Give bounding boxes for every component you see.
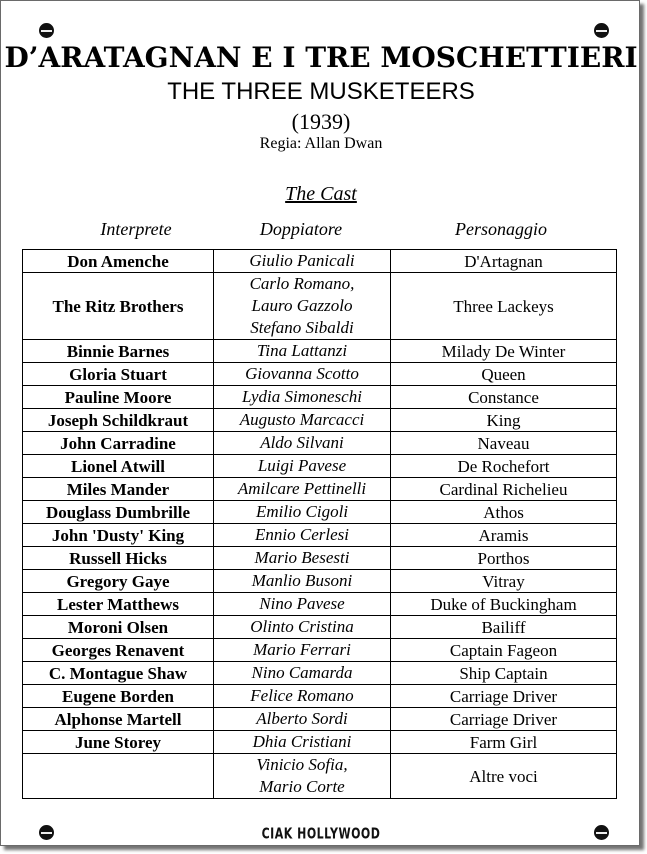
character-cell: Naveau <box>391 432 617 455</box>
character-cell: Altre voci <box>391 754 617 799</box>
table-row <box>23 409 617 432</box>
character-cell: Athos <box>391 501 617 524</box>
table-row <box>23 685 617 708</box>
table-row <box>23 616 617 639</box>
dubber-name: Amilcare Pettinelli <box>237 479 367 498</box>
actor-cell: John Carradine <box>23 432 214 455</box>
dubber-cell <box>214 501 391 524</box>
dubber-cell <box>214 524 391 547</box>
table-row <box>23 570 617 593</box>
table-row <box>23 547 617 570</box>
dubber-cell <box>214 250 391 273</box>
table-row <box>23 501 617 524</box>
page-subtitle: THE THREE MUSKETEERS <box>167 78 475 105</box>
actor-cell: Miles Mander <box>23 478 214 501</box>
dubber-name: Aldo Silvani <box>260 433 344 452</box>
table-row <box>23 455 617 478</box>
dubber-cell <box>214 662 391 685</box>
dubber-name: Felice Romano <box>250 686 354 705</box>
character-cell: Captain Fageon <box>391 639 617 662</box>
actor-cell: Douglass Dumbrille <box>23 501 214 524</box>
dubber-cell <box>214 754 391 799</box>
dubber-name: Vinicio Sofia, <box>256 755 348 774</box>
ciak-hollywood-logo: CIAK HOLLYWOOD <box>261 824 381 843</box>
table-row <box>23 478 617 501</box>
dubber-name: Lauro Gazzolo <box>251 296 353 315</box>
actor-cell: Gregory Gaye <box>23 570 214 593</box>
dubber-name: Mario Corte <box>259 777 345 796</box>
dubber-cell <box>214 616 391 639</box>
actor-cell: John 'Dusty' King <box>23 524 214 547</box>
dubber-name: Ennio Cerlesi <box>255 525 349 544</box>
dubber-cell <box>214 340 391 363</box>
dubber-cell <box>214 708 391 731</box>
actor-cell: Alphonse Martell <box>23 708 214 731</box>
dubber-name: Tina Lattanzi <box>256 341 348 360</box>
column-header-doppiatore: Doppiatore <box>259 219 343 239</box>
dubber-name: Olinto Cristina <box>250 617 354 636</box>
dubber-name: Nino Pavese <box>259 594 345 613</box>
actor-cell: Moroni Olsen <box>23 616 214 639</box>
actor-cell: Pauline Moore <box>23 386 214 409</box>
table-row <box>23 731 617 754</box>
dubber-name: Dhia Cristiani <box>252 732 352 751</box>
column-header-personaggio: Personaggio <box>455 219 547 239</box>
character-cell: Aramis <box>391 524 617 547</box>
dubber-cell <box>214 731 391 754</box>
table-row <box>23 524 617 547</box>
table-row <box>23 754 617 799</box>
actor-cell: Binnie Barnes <box>23 340 214 363</box>
character-cell: Bailiff <box>391 616 617 639</box>
dubber-cell <box>214 685 391 708</box>
table-row <box>23 250 617 273</box>
dubber-name: Carlo Romano, <box>249 274 355 293</box>
character-cell: Milady De Winter <box>391 340 617 363</box>
dubber-name: Mario Ferrari <box>253 640 351 659</box>
actor-cell: Georges Renavent <box>23 639 214 662</box>
dubber-cell <box>214 593 391 616</box>
character-cell: Three Lackeys <box>391 273 617 340</box>
character-cell: Queen <box>391 363 617 386</box>
dubber-cell <box>214 639 391 662</box>
dubber-cell <box>214 409 391 432</box>
screw-icon <box>594 23 609 38</box>
character-cell: Constance <box>391 386 617 409</box>
table-row <box>23 432 617 455</box>
dubber-name: Mario Besesti <box>254 548 350 567</box>
actor-cell: Eugene Borden <box>23 685 214 708</box>
table-row <box>23 593 617 616</box>
dubber-name: Augusto Marcacci <box>239 410 365 429</box>
actor-cell: June Storey <box>23 731 214 754</box>
table-row <box>23 639 617 662</box>
actor-cell: Lester Matthews <box>23 593 214 616</box>
actor-cell: Russell Hicks <box>23 547 214 570</box>
character-cell: D'Artagnan <box>391 250 617 273</box>
character-cell: Cardinal Richelieu <box>391 478 617 501</box>
actor-cell: Gloria Stuart <box>23 363 214 386</box>
dubber-name: Nino Camarda <box>251 663 353 682</box>
table-row <box>23 340 617 363</box>
character-cell: De Rochefort <box>391 455 617 478</box>
actor-cell: Lionel Atwill <box>23 455 214 478</box>
director-credit: Regia: Allan Dwan <box>259 135 383 152</box>
dubber-cell <box>214 455 391 478</box>
table-row <box>23 363 617 386</box>
dubber-name: Manlio Busoni <box>251 571 353 590</box>
column-header-interprete: Interprete <box>100 219 172 239</box>
character-cell: Porthos <box>391 547 617 570</box>
dubber-cell <box>214 478 391 501</box>
dubber-cell <box>214 570 391 593</box>
actor-cell: Joseph Schildkraut <box>23 409 214 432</box>
table-row <box>23 662 617 685</box>
cast-table <box>22 249 617 799</box>
actor-cell: The Ritz Brothers <box>23 273 214 340</box>
screw-icon <box>39 23 54 38</box>
dubber-name: Lydia Simoneschi <box>242 387 362 406</box>
cast-heading: The Cast <box>285 183 357 205</box>
dubber-name: Giovanna Scotto <box>245 364 359 383</box>
dubber-name: Stefano Sibaldi <box>250 318 354 337</box>
table-row <box>23 386 617 409</box>
dubber-cell <box>214 363 391 386</box>
actor-cell <box>23 754 214 799</box>
actor-cell: Don Amenche <box>23 250 214 273</box>
dubber-cell <box>214 273 391 340</box>
dubber-cell <box>214 547 391 570</box>
character-cell: Farm Girl <box>391 731 617 754</box>
character-cell: Duke of Buckingham <box>391 593 617 616</box>
dubber-cell <box>214 432 391 455</box>
dubber-name: Alberto Sordi <box>256 709 348 728</box>
character-cell: Carriage Driver <box>391 685 617 708</box>
character-cell: Carriage Driver <box>391 708 617 731</box>
dubber-cell <box>214 386 391 409</box>
table-row <box>23 273 617 340</box>
character-cell: King <box>391 409 617 432</box>
dubber-name: Giulio Panicali <box>249 251 355 270</box>
table-row <box>23 708 617 731</box>
release-year: (1939) <box>291 109 351 134</box>
character-cell: Ship Captain <box>391 662 617 685</box>
page-title: D’ARATAGNAN E I TRE MOSCHETTIERI <box>4 41 638 74</box>
dubber-name: Emilio Cigoli <box>255 502 349 521</box>
character-cell: Vitray <box>391 570 617 593</box>
actor-cell: C. Montague Shaw <box>23 662 214 685</box>
dubber-name: Luigi Pavese <box>257 456 347 475</box>
